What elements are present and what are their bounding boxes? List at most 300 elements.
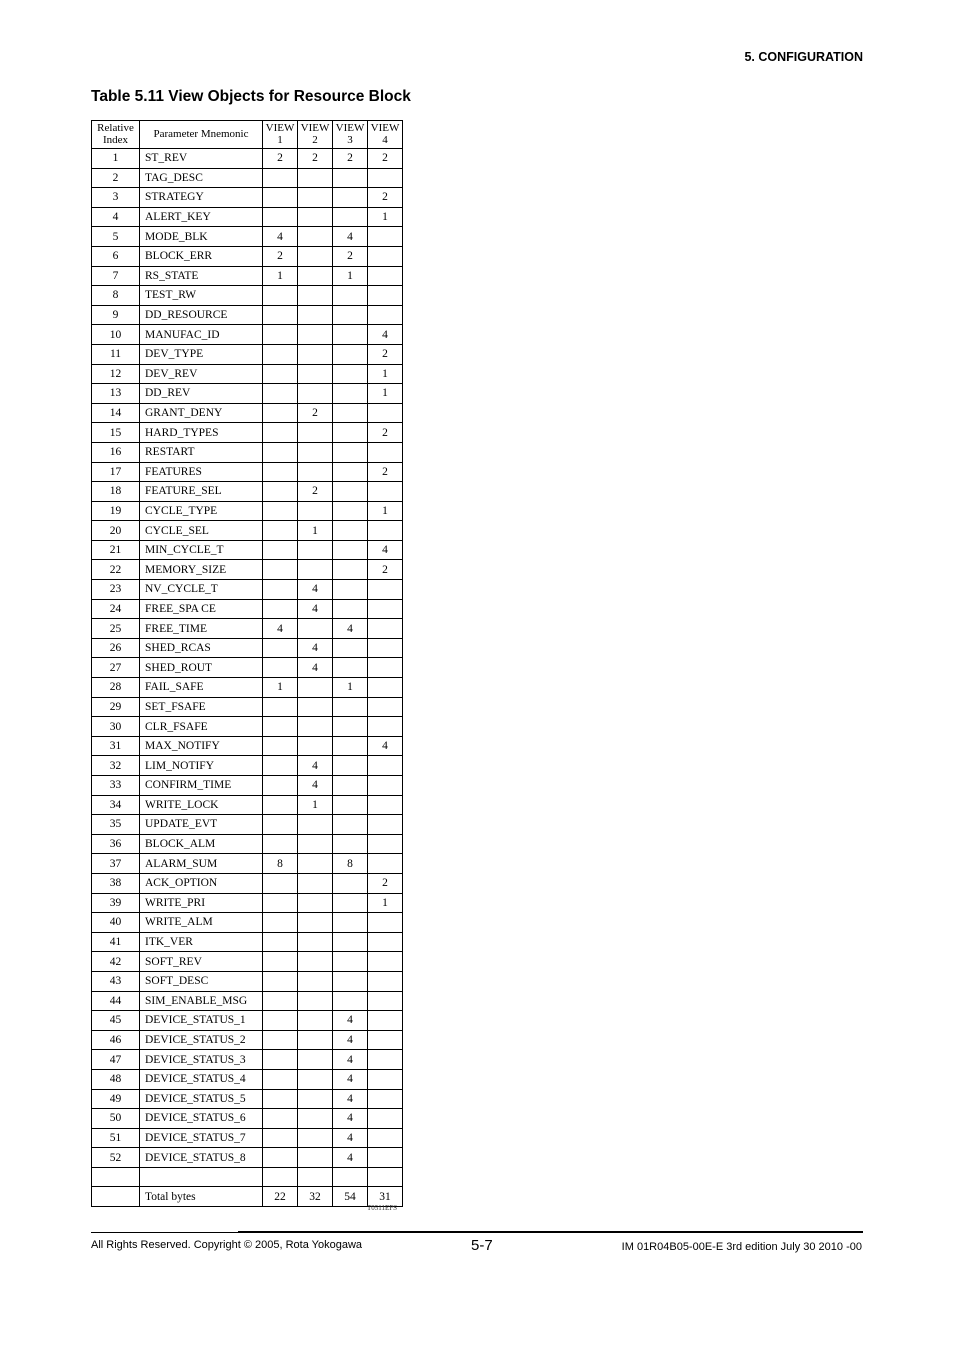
view-2-cell [298,1148,333,1168]
mnemonic-cell: DEVICE_STATUS_2 [140,1030,263,1050]
view-2-cell [298,815,333,835]
mnemonic-cell: DEVICE_STATUS_3 [140,1050,263,1070]
table-row [92,697,403,717]
view-1-cell [263,991,298,1011]
relative-index-cell: 44 [92,991,140,1011]
view-2-cell [298,717,333,737]
view-1-cell [263,188,298,208]
table-row [92,658,403,678]
relative-index-cell: 38 [92,873,140,893]
view-1-cell: 2 [263,246,298,266]
view-2-cell: 4 [298,599,333,619]
view-4-cell [368,1109,403,1129]
view-4-cell: 1 [368,501,403,521]
view-1-cell [263,482,298,502]
table-row [92,756,403,776]
mnemonic-cell: DEV_TYPE [140,344,263,364]
table-row [92,1069,403,1089]
view-3-cell [333,971,368,991]
mnemonic-cell: CONFIRM_TIME [140,776,263,796]
mnemonic-cell: DEV_REV [140,364,263,384]
view-4-cell: 4 [368,540,403,560]
mnemonic-cell: SHED_RCAS [140,638,263,658]
mnemonic-cell: DD_RESOURCE [140,305,263,325]
mnemonic-cell: CYCLE_TYPE [140,501,263,521]
relative-index-cell: 1 [92,149,140,169]
table-row [92,442,403,462]
view-1-cell [263,756,298,776]
view-3-cell [333,423,368,443]
mnemonic-cell: Total bytes [140,1187,263,1207]
relative-index-cell: 47 [92,1050,140,1070]
relative-index-cell: 43 [92,971,140,991]
mnemonic-cell: FAIL_SAFE [140,678,263,698]
relative-index-cell: 41 [92,932,140,952]
view-1-cell [263,403,298,423]
view-1-cell [263,344,298,364]
view-2-cell [298,913,333,933]
view-4-cell [368,795,403,815]
view-2-cell: 4 [298,756,333,776]
view-4-cell: 31 [368,1187,403,1207]
view-3-cell: 4 [333,1128,368,1148]
view-3-cell [333,873,368,893]
table-row [92,266,403,286]
view-2-cell [298,246,333,266]
view-1-cell [263,971,298,991]
view-1-cell [263,325,298,345]
view-4-cell: 4 [368,736,403,756]
relative-index-cell: 14 [92,403,140,423]
table-row [92,1148,403,1168]
relative-index-cell: 12 [92,364,140,384]
view-4-cell [368,305,403,325]
view-3-cell: 54 [333,1187,368,1207]
table-row [92,1030,403,1050]
table-row [92,462,403,482]
view-4-cell [368,1069,403,1089]
view-3-cell [333,815,368,835]
view-3-cell [333,913,368,933]
view-3-cell [333,580,368,600]
view-4-cell: 2 [368,560,403,580]
mnemonic-cell: TAG_DESC [140,168,263,188]
mnemonic-cell: ALARM_SUM [140,854,263,874]
view-4-cell [368,1089,403,1109]
relative-index-cell: 48 [92,1069,140,1089]
view-4-cell [368,697,403,717]
relative-index-cell: 45 [92,1011,140,1031]
view-3-cell [333,403,368,423]
view-4-cell [368,1030,403,1050]
view-3-cell [333,384,368,404]
view-4-cell: 2 [368,149,403,169]
view-3-cell [333,207,368,227]
table-row [92,325,403,345]
view-1-cell [263,1050,298,1070]
table-row [92,227,403,247]
view-4-cell: 2 [368,188,403,208]
view-3-cell: 4 [333,1030,368,1050]
view-4-cell [368,913,403,933]
view-2-cell [298,1069,333,1089]
view-3-cell [333,325,368,345]
view-4-cell [368,756,403,776]
view-3-cell: 1 [333,266,368,286]
view-3-cell [333,482,368,502]
view-3-cell: 4 [333,1011,368,1031]
view-1-cell: 8 [263,854,298,874]
view-1-cell [263,521,298,541]
view-2-cell [298,560,333,580]
mnemonic-cell: MIN_CYCLE_T [140,540,263,560]
header-view-2: VIEW 2 [298,121,333,149]
table-body [92,149,403,1207]
view-4-cell: 1 [368,364,403,384]
view-4-cell [368,1011,403,1031]
table-row [92,403,403,423]
view-1-cell [263,1089,298,1109]
relative-index-cell: 32 [92,756,140,776]
view-2-cell [298,423,333,443]
view-2-cell [298,384,333,404]
relative-index-cell: 19 [92,501,140,521]
view-3-cell [333,501,368,521]
table-row [92,1011,403,1031]
view-2-cell: 2 [298,149,333,169]
view-1-cell [263,364,298,384]
view-1-cell [263,462,298,482]
view-2-cell [298,364,333,384]
table-row [92,344,403,364]
relative-index-cell: 23 [92,580,140,600]
view-1-cell [263,932,298,952]
mnemonic-cell: RS_STATE [140,266,263,286]
table-row [92,149,403,169]
view-3-cell: 1 [333,678,368,698]
view-objects-table [91,120,403,1207]
mnemonic-cell: CLR_FSAFE [140,717,263,737]
table-row [92,932,403,952]
view-2-cell [298,266,333,286]
mnemonic-cell: LIM_NOTIFY [140,756,263,776]
view-1-cell [263,1030,298,1050]
view-1-cell [263,442,298,462]
table-row [92,423,403,443]
relative-index-cell: 52 [92,1148,140,1168]
table-row [92,736,403,756]
view-3-cell [333,442,368,462]
view-4-cell: 2 [368,423,403,443]
view-1-cell [263,873,298,893]
table-row [92,1128,403,1148]
table-row [92,776,403,796]
mnemonic-cell: UPDATE_EVT [140,815,263,835]
mnemonic-cell: MEMORY_SIZE [140,560,263,580]
view-4-cell: 2 [368,462,403,482]
view-2-cell [298,207,333,227]
view-3-cell [333,697,368,717]
footer-rule [238,1231,863,1233]
view-2-cell: 4 [298,776,333,796]
relative-index-cell: 22 [92,560,140,580]
mnemonic-cell [140,1167,263,1187]
view-2-cell [298,854,333,874]
table-row [92,1050,403,1070]
relative-index-cell: 13 [92,384,140,404]
mnemonic-cell: SIM_ENABLE_MSG [140,991,263,1011]
relative-index-cell: 39 [92,893,140,913]
view-1-cell [263,384,298,404]
table-row [92,834,403,854]
mnemonic-cell: DEVICE_STATUS_5 [140,1089,263,1109]
view-2-cell [298,991,333,1011]
relative-index-cell: 49 [92,1089,140,1109]
table-row [92,795,403,815]
view-3-cell [333,952,368,972]
relative-index-cell: 28 [92,678,140,698]
footer-document-id: IM 01R04B05-00E-E 3rd edition July 30 2010 -00 [621,1241,862,1253]
table-header-row [92,121,403,149]
view-2-cell [298,344,333,364]
view-2-cell [298,932,333,952]
view-1-cell: 22 [263,1187,298,1207]
mnemonic-cell: BLOCK_ALM [140,834,263,854]
mnemonic-cell: FREE_TIME [140,619,263,639]
table-row [92,188,403,208]
view-3-cell [333,795,368,815]
mnemonic-cell: ACK_OPTION [140,873,263,893]
mnemonic-cell: FEATURES [140,462,263,482]
view-4-cell [368,658,403,678]
view-2-cell: 2 [298,482,333,502]
header-view-1: VIEW 1 [263,121,298,149]
view-3-cell [333,736,368,756]
mnemonic-cell: HARD_TYPES [140,423,263,443]
view-4-cell [368,403,403,423]
relative-index-cell: 2 [92,168,140,188]
view-4-cell [368,246,403,266]
view-3-cell: 2 [333,246,368,266]
table-row [92,521,403,541]
table-title: Table 5.11 View Objects for Resource Block [91,88,411,105]
mnemonic-cell: WRITE_ALM [140,913,263,933]
mnemonic-cell: DEVICE_STATUS_1 [140,1011,263,1031]
view-1-cell [263,1011,298,1031]
table-row [92,305,403,325]
table-row [92,1109,403,1129]
view-3-cell [333,932,368,952]
view-4-cell [368,1050,403,1070]
table-row [92,580,403,600]
view-3-cell: 4 [333,1148,368,1168]
view-1-cell: 4 [263,619,298,639]
relative-index-cell: 50 [92,1109,140,1129]
relative-index-cell: 21 [92,540,140,560]
mnemonic-cell: DEVICE_STATUS_7 [140,1128,263,1148]
relative-index-cell: 3 [92,188,140,208]
relative-index-cell: 5 [92,227,140,247]
table-row [92,384,403,404]
view-4-cell [368,952,403,972]
relative-index-cell: 4 [92,207,140,227]
view-1-cell [263,952,298,972]
view-3-cell: 4 [333,227,368,247]
view-2-cell: 32 [298,1187,333,1207]
view-4-cell [368,521,403,541]
view-3-cell: 2 [333,149,368,169]
view-3-cell [333,1167,368,1187]
relative-index-cell: 24 [92,599,140,619]
view-2-cell: 1 [298,521,333,541]
relative-index-cell: 17 [92,462,140,482]
view-2-cell [298,227,333,247]
view-1-cell [263,168,298,188]
view-2-cell [298,1050,333,1070]
table-row [92,678,403,698]
table-row [92,501,403,521]
relative-index-cell: 7 [92,266,140,286]
view-4-cell [368,971,403,991]
view-2-cell [298,1030,333,1050]
view-1-cell [263,913,298,933]
mnemonic-cell: RESTART [140,442,263,462]
view-2-cell [298,1109,333,1129]
view-2-cell [298,971,333,991]
view-2-cell [298,286,333,306]
mnemonic-cell: DEVICE_STATUS_8 [140,1148,263,1168]
view-1-cell [263,776,298,796]
view-4-cell [368,619,403,639]
view-4-cell [368,266,403,286]
view-3-cell [333,188,368,208]
relative-index-cell: 46 [92,1030,140,1050]
view-3-cell [333,638,368,658]
mnemonic-cell: SOFT_DESC [140,971,263,991]
relative-index-cell: 15 [92,423,140,443]
relative-index-cell [92,1167,140,1187]
view-1-cell [263,1109,298,1129]
view-4-cell [368,286,403,306]
mnemonic-cell: DEVICE_STATUS_6 [140,1109,263,1129]
view-1-cell [263,423,298,443]
table-row [92,168,403,188]
table-row [92,952,403,972]
view-4-cell [368,1148,403,1168]
view-3-cell [333,717,368,737]
view-4-cell [368,932,403,952]
view-4-cell: 1 [368,207,403,227]
table-row [92,482,403,502]
relative-index-cell: 29 [92,697,140,717]
view-3-cell [333,364,368,384]
header-view-3: VIEW 3 [333,121,368,149]
view-1-cell [263,638,298,658]
view-4-cell: 1 [368,384,403,404]
table-row [92,854,403,874]
view-3-cell [333,893,368,913]
table-row [92,913,403,933]
relative-index-cell: 36 [92,834,140,854]
relative-index-cell: 33 [92,776,140,796]
view-3-cell: 4 [333,1089,368,1109]
view-2-cell [298,1128,333,1148]
view-4-cell [368,599,403,619]
view-2-cell [298,1089,333,1109]
mnemonic-cell: ST_REV [140,149,263,169]
view-1-cell [263,1128,298,1148]
relative-index-cell: 18 [92,482,140,502]
mnemonic-cell: CYCLE_SEL [140,521,263,541]
view-3-cell: 4 [333,1050,368,1070]
table-row [92,619,403,639]
view-3-cell: 4 [333,1109,368,1129]
view-2-cell [298,697,333,717]
relative-index-cell: 16 [92,442,140,462]
view-4-cell [368,717,403,737]
view-3-cell [333,599,368,619]
view-1-cell [263,893,298,913]
mnemonic-cell: SOFT_REV [140,952,263,972]
relative-index-cell: 11 [92,344,140,364]
view-2-cell [298,1167,333,1187]
mnemonic-cell: MANUFAC_ID [140,325,263,345]
view-4-cell [368,580,403,600]
view-1-cell [263,580,298,600]
relative-index-cell: 51 [92,1128,140,1148]
view-4-cell [368,227,403,247]
mnemonic-cell: ITK_VER [140,932,263,952]
table-row [92,1187,403,1207]
table-row [92,638,403,658]
mnemonic-cell: FEATURE_SEL [140,482,263,502]
view-3-cell [333,462,368,482]
view-1-cell [263,795,298,815]
view-2-cell [298,325,333,345]
mnemonic-cell: SHED_ROUT [140,658,263,678]
mnemonic-cell: DD_REV [140,384,263,404]
view-3-cell [333,560,368,580]
relative-index-cell: 31 [92,736,140,756]
table-row [92,815,403,835]
view-4-cell [368,678,403,698]
table-row [92,207,403,227]
view-1-cell [263,1069,298,1089]
view-2-cell [298,168,333,188]
view-3-cell [333,658,368,678]
relative-index-cell: 6 [92,246,140,266]
mnemonic-cell: STRATEGY [140,188,263,208]
view-3-cell [333,756,368,776]
view-3-cell [333,540,368,560]
relative-index-cell: 25 [92,619,140,639]
mnemonic-cell: NV_CYCLE_T [140,580,263,600]
relative-index-cell: 40 [92,913,140,933]
table-row [92,873,403,893]
view-1-cell: 1 [263,266,298,286]
view-4-cell [368,442,403,462]
view-1-cell [263,697,298,717]
view-2-cell [298,619,333,639]
relative-index-cell: 9 [92,305,140,325]
table-row [92,971,403,991]
view-2-cell [298,678,333,698]
view-4-cell [368,638,403,658]
view-1-cell: 1 [263,678,298,698]
relative-index-cell: 20 [92,521,140,541]
view-1-cell: 4 [263,227,298,247]
mnemonic-cell: GRANT_DENY [140,403,263,423]
